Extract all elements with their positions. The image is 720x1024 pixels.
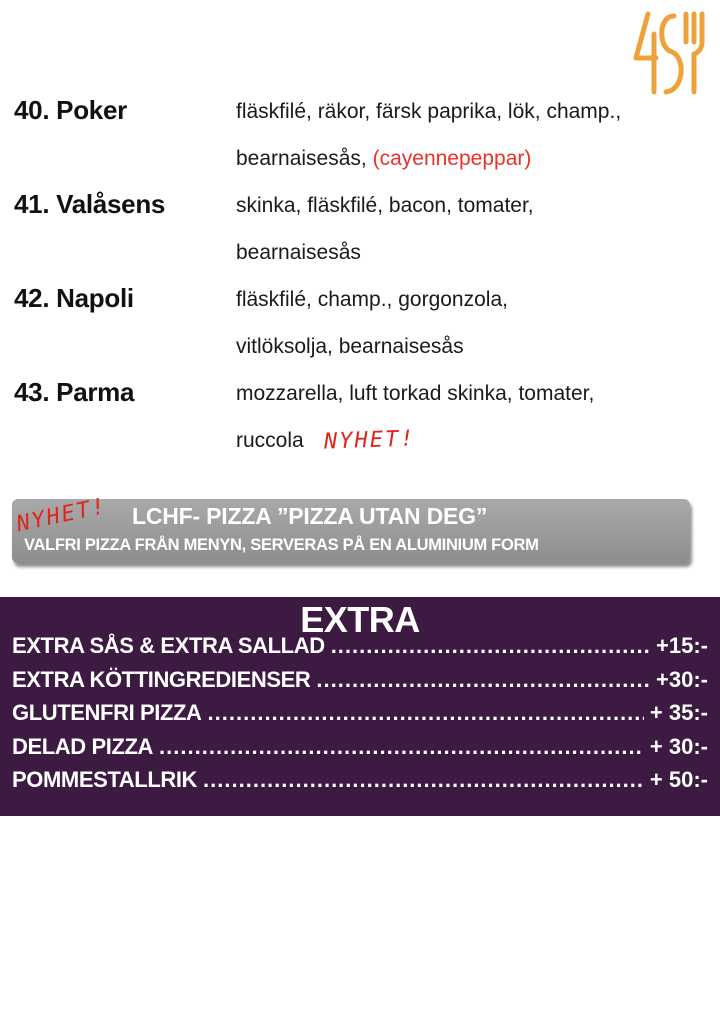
ingredients-line [236,323,704,370]
menu-item-ingredients [236,182,704,276]
menu-item-ingredients [236,88,704,182]
menu-item [14,182,704,276]
menu-item-name: 43. Parma [14,377,135,407]
lchf-subtitle: VALFRI PIZZA FRÅN MENYN, SERVERAS PÅ EN ALUMINIUM FORM [24,536,539,554]
ingredients-line [236,417,704,464]
ingredients-text: ruccola [236,429,304,452]
ingredients-text: mozzarella, luft torkad skinka, tomater, [236,382,595,405]
extra-price: + 35:- [649,700,708,725]
lchf-pizza-banner [12,493,690,563]
extra-row [12,763,708,797]
menu-item-name: 41. Valåsens [14,189,166,219]
extra-price: +15:- [656,633,708,658]
pizza-menu-list [14,88,704,464]
lchf-title: LCHF- PIZZA ”PIZZA UTAN DEG” [132,503,488,529]
fork-logo-icon [628,8,708,98]
menu-item-name: 42. Napoli [14,283,134,313]
extra-price: + 50:- [649,767,708,792]
extra-title: EXTRA [300,599,420,640]
menu-item-name: 40. Poker [14,95,127,125]
extra-row [12,730,708,764]
menu-item-ingredients [236,276,704,370]
optional-ingredient: (cayennepeppar) [372,147,532,170]
ingredients-line [236,370,704,417]
extra-row [12,696,708,730]
ingredients-line [236,88,704,135]
extra-row [12,663,708,697]
ingredients-line [236,182,704,229]
ingredients-text: fläskfilé, räkor, färsk paprika, lök, champ., [236,100,622,123]
menu-item [14,370,704,464]
ingredients-text: bearnaisesås, [236,147,373,170]
extra-price: + 30:- [649,733,708,759]
ingredients-line [236,276,704,323]
ingredients-text: skinka, fläskfilé, bacon, tomater, [236,194,534,217]
extra-price-list [12,629,708,797]
extra-label: EXTRA SÅS & EXTRA SALLAD [12,633,325,658]
menu-item [14,88,704,182]
dot-leader [159,730,644,764]
ingredients-line [236,229,704,276]
dot-leader [208,696,644,730]
extra-label: GLUTENFRI PIZZA [12,700,202,725]
dot-leader [203,763,644,797]
extra-label: POMMESTALLRIK [12,767,198,792]
dot-leader [316,663,650,697]
extra-row [12,629,708,663]
extra-label: DELAD PIZZA [12,733,154,759]
extra-label: EXTRA KÖTTINGREDIENSER [12,666,311,692]
ingredients-text: bearnaisesås [236,241,361,264]
ingredients-text: fläskfilé, champ., gorgonzola, [236,288,508,311]
ingredients-line [236,135,704,182]
dot-leader [331,629,650,663]
menu-item-ingredients [236,370,704,464]
new-badge: NYHET! [323,426,416,455]
ingredients-text: vitlöksolja, bearnaisesås [236,335,464,358]
new-badge: NYHET! [14,493,110,538]
extra-price: +30:- [656,666,708,692]
extra-panel [0,597,720,816]
menu-item [14,276,704,370]
